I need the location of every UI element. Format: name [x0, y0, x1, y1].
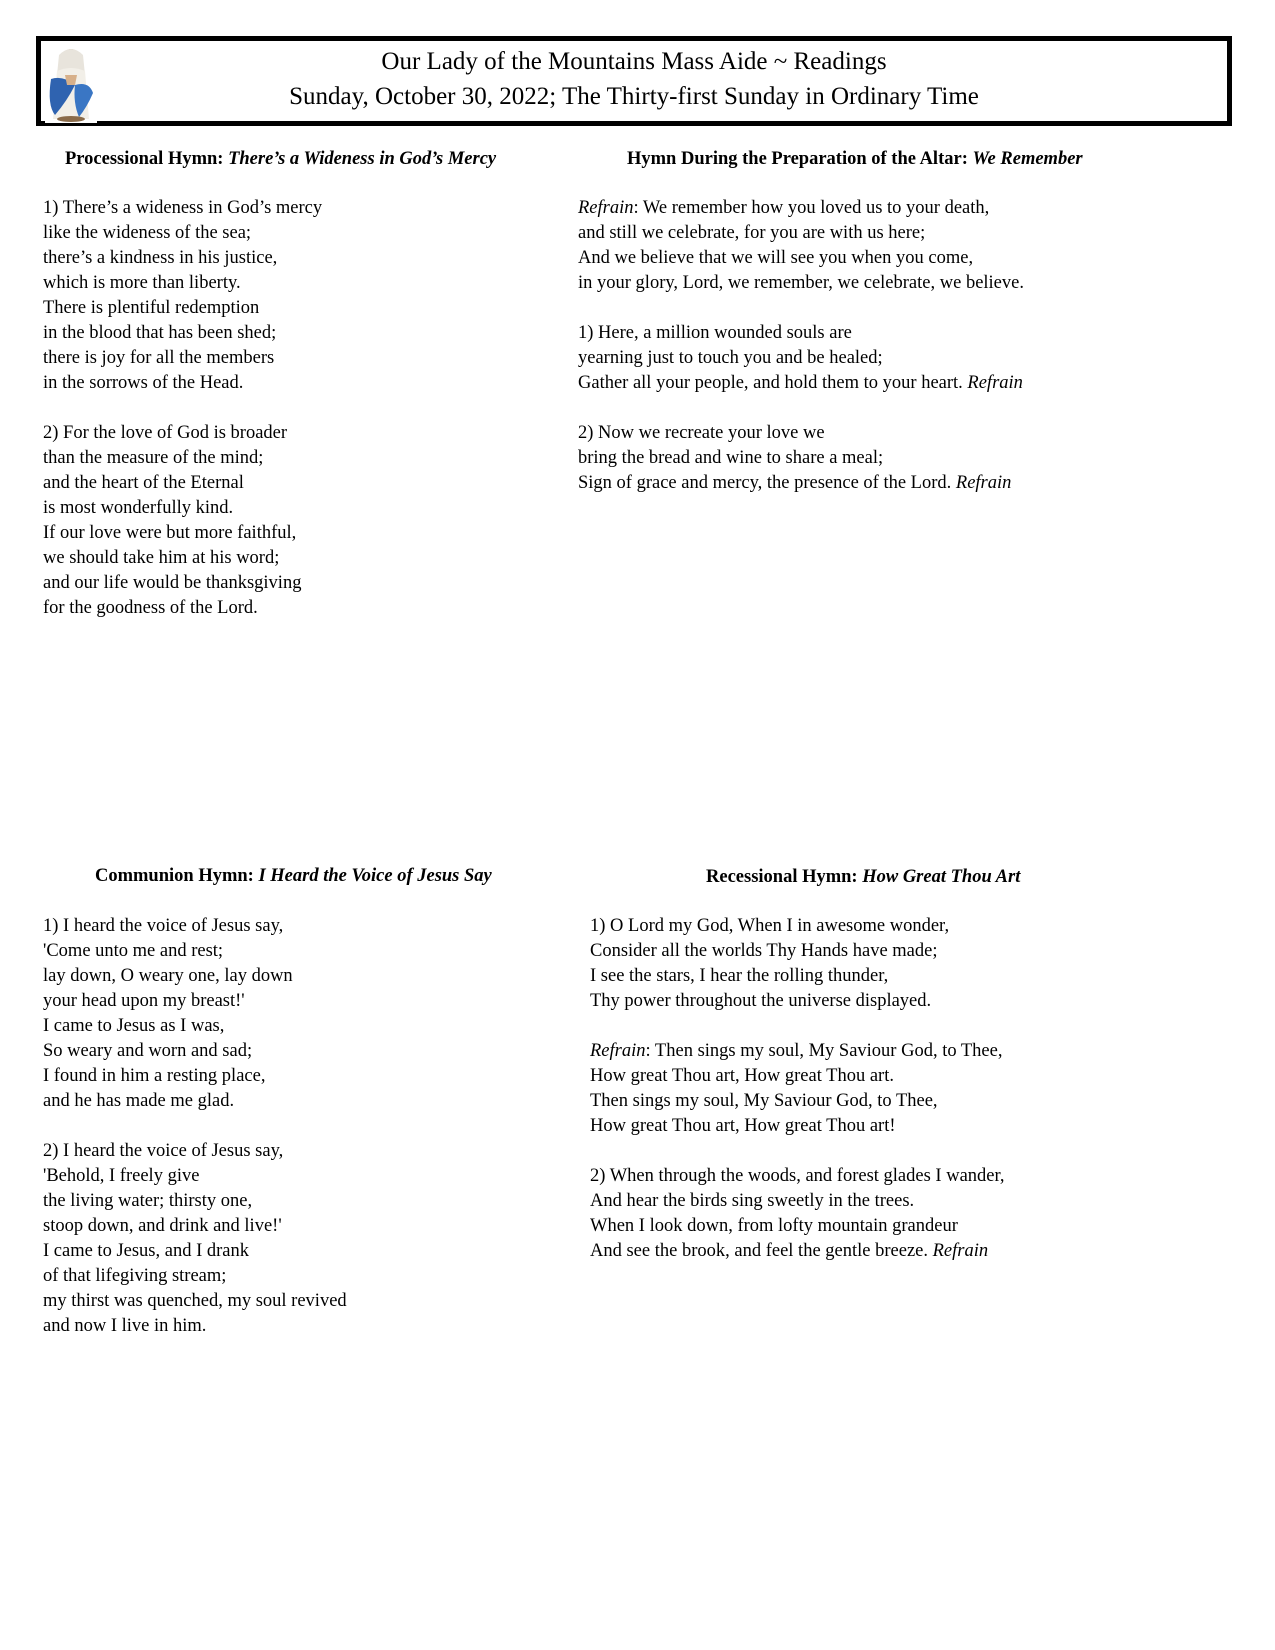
lyric-line: So weary and worn and sad; — [43, 1041, 253, 1061]
lyric-line: There is plentiful redemption — [43, 298, 260, 318]
lyric-line: I came to Jesus, and I drank — [43, 1241, 250, 1261]
preparation-label: Hymn During the Preparation of the Altar: — [627, 149, 973, 169]
communion-name: I Heard the Voice of Jesus Say — [258, 866, 492, 886]
refrain-label: Refrain — [578, 198, 634, 218]
header-title: Our Lady of the Mountains Mass Aide ~ Readings — [381, 48, 887, 75]
recessional-lyrics — [590, 914, 1005, 1264]
lyric-line: than the measure of the mind; — [43, 448, 264, 468]
processional-name: There’s a Wideness in God’s Mercy — [228, 149, 497, 169]
lyric-line: your head upon my breast!' — [43, 991, 245, 1011]
header-subtitle: Sunday, October 30, 2022; The Thirty-first Sunday in Ordinary Time — [289, 83, 979, 110]
lyric-line: in your glory, Lord, we remember, we celebrate, we believe. — [578, 273, 1024, 293]
refrain-tag: Refrain — [932, 1241, 989, 1261]
lyric-line: we should take him at his word; — [43, 548, 280, 568]
header-box — [36, 36, 1232, 126]
lyric-line: is most wonderfully kind. — [43, 498, 234, 518]
lyric-line: and now I live in him. — [43, 1316, 207, 1336]
refrain-line: Refrain: We remember how you loved us to your death, — [578, 198, 990, 218]
communion-lyrics — [43, 914, 347, 1339]
lyric-line: Thy power throughout the universe displayed. — [590, 991, 932, 1011]
lyric-line: 1) O Lord my God, When I in awesome wonder, — [590, 916, 950, 936]
lyric-line: 2) I heard the voice of Jesus say, — [43, 1141, 284, 1161]
recessional-label: Recessional Hymn: — [706, 867, 863, 887]
lyric-line: and still we celebrate, for you are with us here; — [578, 223, 926, 243]
lyric-line: in the blood that has been shed; — [43, 323, 277, 343]
lyric-line: 2) For the love of God is broader — [43, 423, 288, 443]
processional-label: Processional Hymn: — [65, 149, 229, 169]
lyric-line: of that lifegiving stream; — [43, 1266, 227, 1286]
lyric-line: How great Thou art, How great Thou art. — [590, 1066, 894, 1086]
lyric-line: and he has made me glad. — [43, 1091, 235, 1111]
lyric-line: yearning just to touch you and be healed; — [578, 348, 883, 368]
lyric-line: Sign of grace and mercy, the presence of the Lord. Refrain — [578, 473, 1012, 493]
lyric-line: like the wideness of the sea; — [43, 223, 252, 243]
lyric-line: my thirst was quenched, my soul revived — [43, 1291, 347, 1311]
lyric-line: the living water; thirsty one, — [43, 1191, 253, 1211]
lyric-line: And see the brook, and feel the gentle breeze. Refrain — [590, 1241, 989, 1261]
lyric-line: I found in him a resting place, — [43, 1066, 266, 1086]
lyric-line: in the sorrows of the Head. — [43, 373, 244, 393]
lyric-line: If our love were but more faithful, — [43, 523, 297, 543]
lyric-line: which is more than liberty. — [43, 273, 241, 293]
lyric-line: there is joy for all the members — [43, 348, 275, 368]
refrain-label: Refrain — [590, 1041, 646, 1061]
preparation-name: We Remember — [972, 149, 1083, 169]
preparation-hymn-title — [627, 148, 1083, 170]
processional-lyrics — [43, 196, 322, 621]
recessional-hymn-title — [706, 866, 1020, 888]
communion-hymn-title — [95, 865, 492, 887]
preparation-lyrics — [578, 196, 1024, 496]
lyric-line: When I look down, from lofty mountain grandeur — [590, 1216, 958, 1236]
lyric-line: 'Behold, I freely give — [43, 1166, 200, 1186]
refrain-line: Refrain: Then sings my soul, My Saviour God, to Thee, — [590, 1041, 1003, 1061]
lyric-line: and our life would be thanksgiving — [43, 573, 302, 593]
lyric-line: stoop down, and drink and live!' — [43, 1216, 282, 1236]
lyric-line: And hear the birds sing sweetly in the trees. — [590, 1191, 915, 1211]
lyric-line: lay down, O weary one, lay down — [43, 966, 293, 986]
communion-label: Communion Hymn: — [95, 866, 259, 886]
refrain-tag: Refrain — [955, 473, 1012, 493]
lyric-line: and the heart of the Eternal — [43, 473, 244, 493]
lyric-line: 1) There’s a wideness in God’s mercy — [43, 198, 323, 218]
lyric-line: 2) Now we recreate your love we — [578, 423, 825, 443]
lyric-line: 2) When through the woods, and forest glades I wander, — [590, 1166, 1005, 1186]
processional-hymn-title — [65, 148, 496, 170]
lyric-line: Consider all the worlds Thy Hands have made; — [590, 941, 938, 961]
lyric-line: there’s a kindness in his justice, — [43, 248, 278, 268]
lyric-line: 1) Here, a million wounded souls are — [578, 323, 852, 343]
lyric-line: Then sings my soul, My Saviour God, to Thee, — [590, 1091, 938, 1111]
recessional-name: How Great Thou Art — [862, 867, 1021, 887]
lyric-line: for the goodness of the Lord. — [43, 598, 258, 618]
lyric-line: How great Thou art, How great Thou art! — [590, 1116, 896, 1136]
lyric-line: Gather all your people, and hold them to your heart. Refrain — [578, 373, 1023, 393]
lyric-line: 1) I heard the voice of Jesus say, — [43, 916, 284, 936]
lyric-line: I see the stars, I hear the rolling thunder, — [590, 966, 889, 986]
lyric-line: bring the bread and wine to share a meal; — [578, 448, 884, 468]
lyric-line: I came to Jesus as I was, — [43, 1016, 225, 1036]
lyric-line: And we believe that we will see you when you come, — [578, 248, 974, 268]
lyric-line: 'Come unto me and rest; — [43, 941, 224, 961]
refrain-tag: Refrain — [967, 373, 1023, 393]
